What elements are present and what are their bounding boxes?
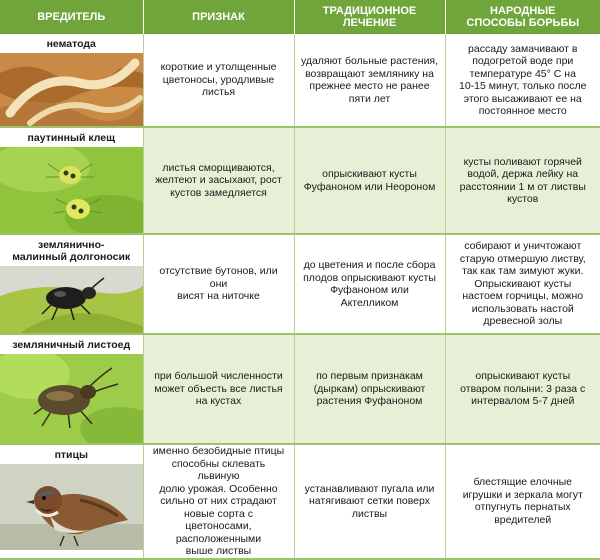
pest-cell [0,234,143,334]
header-traditional-line1: ТРАДИЦИОННОЕ [322,5,417,17]
folk-line: рассаду замачивают в [468,42,578,55]
sign-line: способны склевать львиную [171,457,266,482]
folk-line: игрушки и зеркала могут [462,488,583,501]
folk-line: водой, держа лейку на [467,168,579,180]
sign-line: цветоносы, уродливые [162,73,275,86]
pest-name: земляничный листоед [0,335,143,354]
folk-line: настоем горчицы, можно [462,290,584,303]
sign-line: отсутствие бутонов, или они [159,265,278,290]
header-folk-line1: НАРОДНЫЕ [490,5,556,17]
header-folk [445,0,600,34]
header-traditional-line2: ЛЕЧЕНИЕ [342,17,397,29]
header-sign: ПРИЗНАК [143,0,294,34]
folk-line: 10-15 минут, только после [459,80,587,92]
traditional-line: (дыркам) опрыскивают [313,382,426,395]
pest-cell [0,334,143,444]
header-pest: ВРЕДИТЕЛЬ [0,0,143,34]
folk-line: кусты поливают горячей [463,155,582,168]
header-row [0,0,600,34]
folk-line: интервалом 5-7 дней [471,395,575,408]
sign-cell [143,334,294,444]
pest-name: птицы [0,445,143,464]
folk-line: кустов [507,193,539,205]
folk-line: использовать настой [471,302,574,315]
folk-line: отваром полыни: 3 раза с [460,382,586,395]
traditional-line: растения Фуфаноном [316,395,423,408]
pest-name: нематода [0,34,143,53]
sparrow-photo [0,464,143,550]
sign-line: может объесть все листья [154,382,283,395]
traditional-cell [294,444,445,559]
sign-line: на кустах [195,395,242,408]
folk-cell [445,444,600,559]
pest-cell [0,127,143,234]
traditional-line: плодов опрыскивают кусты [303,271,436,284]
pest-cell [0,444,143,559]
sign-cell [143,234,294,334]
folk-cell [445,127,600,234]
traditional-cell [294,34,445,127]
folk-line: вредителей [494,513,552,526]
folk-line: опрыскивают кусты [475,370,571,383]
folk-cell [445,234,600,334]
sign-line: сильно от них страдают [160,495,277,507]
traditional-line: до цветения и после сбора [303,259,436,271]
pest-cell [0,34,143,127]
traditional-line: Фуфаноном или Неороном [303,180,436,193]
traditional-line: прежнее место не ранее [309,80,430,92]
table-row [0,444,600,559]
traditional-line: Фуфаноном или [330,284,409,296]
table-row [0,34,600,127]
sign-line: долю урожая. Особенно [159,482,278,495]
traditional-line: опрыскивают кусты [322,168,417,180]
folk-line: этого высаживают ее на [463,92,582,105]
table-row [0,127,600,234]
traditional-line: натягивают сетки поверх [309,495,430,507]
folk-line: древесной золы [483,315,563,328]
folk-line: блестящие елочные [473,476,572,489]
sign-cell [143,444,294,559]
traditional-line: возвращают землянику на [305,67,434,80]
pest-name-line: землянично- [38,239,105,251]
traditional-line: Актелликом [340,296,399,309]
traditional-line: листвы [351,507,388,520]
folk-line: отпугнуть пернатых [474,501,571,514]
folk-cell [445,34,600,127]
header-folk-line2: СПОСОБЫ БОРЬБЫ [466,17,580,29]
spider-mite-photo [0,147,143,233]
table-row [0,334,600,444]
folk-line: старую отмершую листву, [459,252,586,265]
sign-cell [143,34,294,127]
sign-line: кустов замедляется [170,186,267,199]
pest-name-line: малинный долгоносик [12,251,131,263]
traditional-line: по первым признакам [316,370,423,383]
sign-line: желтеют и засыхают, рост [155,174,282,187]
traditional-line: устанавливают пугала или [304,482,435,495]
sign-line: новые сорта с цветоносами, [183,507,254,532]
table-row [0,234,600,334]
sign-line: при большой численности [154,370,283,383]
sign-line: висят на ниточке [177,290,260,303]
folk-line: собирают и уничтожают [464,240,582,253]
folk-line: Опрыскивают кусты [474,277,572,290]
folk-line: постоянное место [478,105,567,117]
folk-line: температуре 45° С на [469,67,576,80]
sign-cell [143,127,294,234]
sign-line: короткие и утолщенные [160,61,277,74]
sign-line: выше листвы [185,545,252,557]
traditional-cell [294,234,445,334]
header-traditional [294,0,445,34]
folk-cell [445,334,600,444]
sign-line: листья [201,86,236,99]
folk-line: так как там зимуют жуки. [462,265,584,278]
traditional-cell [294,334,445,444]
sign-line: расположенными [175,532,262,545]
nematode-photo [0,53,143,126]
folk-line: подогретой воде при [472,55,574,67]
leaf-beetle-photo [0,354,143,443]
traditional-cell [294,127,445,234]
traditional-line: удаляют больные растения, [300,55,439,67]
pest-name: паутинный клещ [0,128,143,147]
sign-line: листья сморщиваются, [162,161,275,174]
traditional-line: пяти лет [348,92,391,105]
weevil-photo [0,266,143,333]
pest-name [0,235,143,266]
sign-line: именно безобидные птицы [152,445,285,457]
folk-line: расстоянии 1 м от листвы [459,180,586,193]
